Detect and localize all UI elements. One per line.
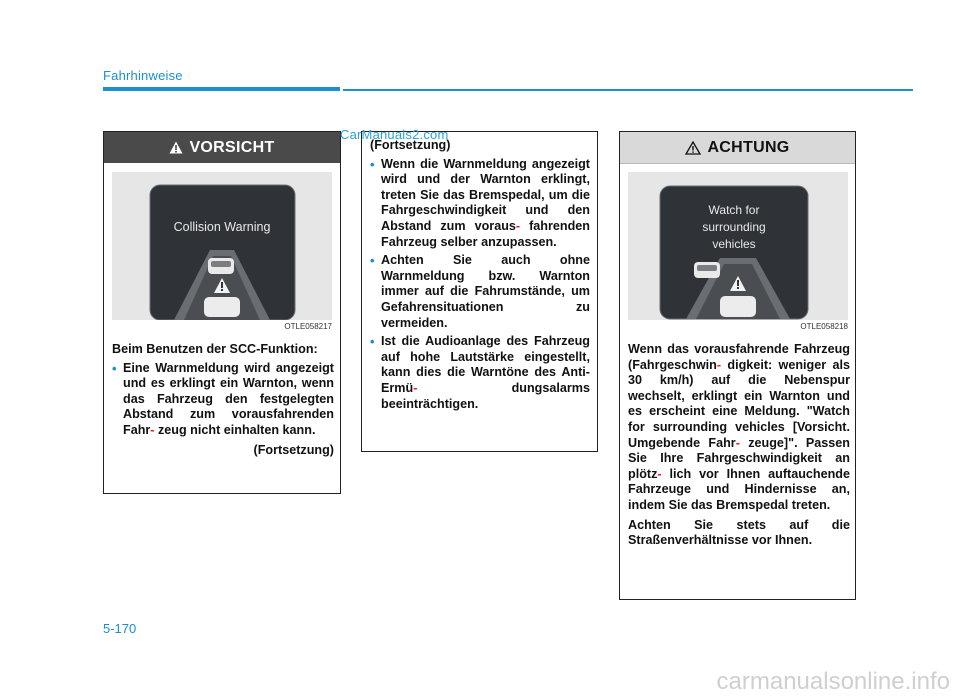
bullet-text-4: Ist die Audioanlage des Fahrzeug auf hohe Lautstärke eingestellt, kann dies die Warntöne des Anti-Ermü- dungsalarms beeinträchtigen.: [381, 334, 590, 411]
bullet-text-2: Wenn die Warnmeldung angezeigt wird und der Warnton erklingt, treten Sie das Bremspedal, um die Fahrgeschwindigkeit und den Abstand zum voraus- fahrenden Fahrzeug selber anzupassen.: [381, 156, 590, 249]
list-item: [370, 157, 590, 251]
continuation-heading: (Fortsetzung): [370, 138, 451, 152]
continued-label: (Fortsetzung): [253, 442, 334, 457]
bullet-text-3: Achten Sie auch ohne Warnmeldung bzw. Warnton immer auf die Fahrumstände, um Gefahrensituationen zu vermeiden.: [381, 253, 590, 330]
page-number: 5-170: [103, 621, 137, 636]
bullet-icon: •: [370, 156, 375, 172]
footer-watermark[interactable]: carmanualsonline.info: [716, 668, 950, 695]
caution-intro: Beim Benutzen der SCC-Funktion:: [112, 342, 318, 356]
figure-code: OTLE058218: [800, 322, 848, 331]
list-item: [112, 361, 334, 439]
watermark-link[interactable]: CarManuals2.com: [340, 127, 449, 142]
attention-heading: ACHTUNG: [707, 138, 790, 156]
continuation-body: [370, 138, 590, 412]
attention-para-2: Achten Sie stets auf die Straßenverhältnisse vor Ihnen.: [628, 517, 850, 548]
list-item: [370, 253, 590, 331]
display-line-2: surrounding: [702, 220, 766, 234]
display-line-1: Watch for: [708, 203, 760, 217]
continuation-box: [361, 131, 598, 452]
collision-warning-figure: [112, 172, 332, 320]
display-line-3: vehicles: [712, 237, 756, 251]
caution-box: [103, 131, 341, 494]
warning-triangle-outline-icon: [685, 141, 701, 155]
attention-para-1: Wenn das vorausfahrende Fahrzeug (Fahrgeschwin- digkeit: weniger als 30 km/h) auf die Nebenspur wechselt, erklingt ein Warnton und es erscheint eine Meldung. "Watch for surrounding vehicles [Vorsicht. Umgebende Fahr- zeuge]". Passen Sie Ihre Fahrgeschwindigkeit an plötz- lich vor Ihnen auftauchende Fahrzeuge und Hindernisse an, indem Sie das Bremspedal treten.: [628, 342, 850, 512]
caution-body: [112, 342, 334, 458]
warning-triangle-icon: [169, 141, 183, 154]
surrounding-vehicles-figure: [628, 172, 848, 320]
attention-body: [628, 342, 850, 549]
bullet-icon: •: [112, 360, 117, 376]
bullet-icon: •: [370, 334, 375, 350]
section-title: Fahrhinweise: [103, 68, 183, 83]
figure-code: OTLE058217: [284, 322, 332, 331]
bullet-icon: •: [370, 253, 375, 269]
list-item: [370, 334, 590, 412]
header-rule-thin: [343, 89, 913, 91]
collision-warning-label: Collision Warning: [173, 220, 271, 234]
bullet-text-1: Eine Warnmeldung wird angezeigt und es erklingt ein Warnton, wenn das Fahrzeug den festgelegten Abstand zum vorausfahrenden Fahr- zeug nicht einhalten kann.: [123, 360, 334, 437]
caution-header: [104, 132, 340, 163]
header-rule-thick: [103, 87, 340, 91]
caution-heading: VORSICHT: [189, 138, 275, 156]
attention-box: [619, 131, 856, 600]
attention-header: [620, 132, 855, 164]
